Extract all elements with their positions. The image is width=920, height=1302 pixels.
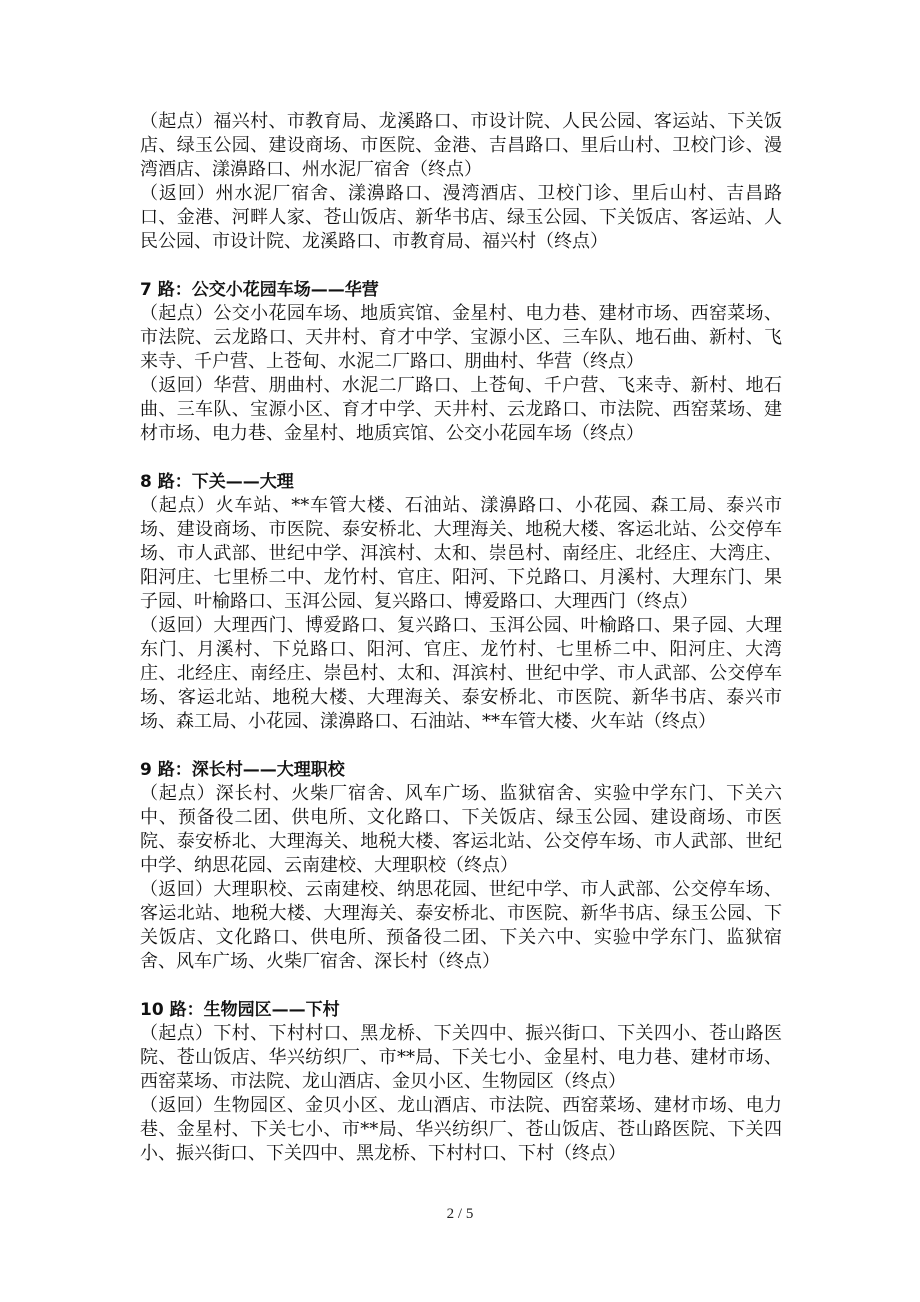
- route-return-stops: （返回）州水泥厂宿舍、漾濞路口、漫湾酒店、卫校门诊、里后山村、吉昌路口、金港、河畔人家、苍山饭店、新华书店、绿玉公园、下关饭店、客运站、人民公园、市设计院、龙溪路口、市教育局、福兴村（终点）: [140, 183, 782, 252]
- spacer: [140, 734, 782, 758]
- route-10-title: 10 路：生物园区——下村: [140, 1000, 340, 1020]
- route-7-title: 7 路：公交小花园车场——华营: [140, 280, 379, 300]
- route-7-return-stops: （返回）华营、朋曲村、水泥二厂路口、上苍甸、千户营、飞来寺、新村、地石曲、三车队、宝源小区、育才中学、天井村、云龙路口、市法院、西窑菜场、建材市场、电力巷、金星村、地质宾馆、公交小花园车场（终点）: [140, 375, 782, 444]
- spacer: [140, 446, 782, 470]
- route-8-title: 8 路：下关——大理: [140, 472, 294, 492]
- route-9-start-stops: （起点）深长村、火柴厂宿舍、风车广场、监狱宿舍、实验中学东门、下关六中、预备役二团、供电所、文化路口、下关饭店、绿玉公园、建设商场、市医院、泰安桥北、大理海关、地税大楼、客运北站、公交停车场、市人武部、世纪中学、纳思花园、云南建校、大理职校（终点）: [140, 783, 782, 876]
- route-start-stops: （起点）福兴村、市教育局、龙溪路口、市设计院、人民公园、客运站、下关饭店、绿玉公园、建设商场、市医院、金港、吉昌路口、里后山村、卫校门诊、漫湾酒店、漾濞路口、州水泥厂宿舍（终点）: [140, 111, 782, 180]
- route-8-start-stops: （起点）火车站、**车管大楼、石油站、漾濞路口、小花园、森工局、泰兴市场、建设商场、市医院、泰安桥北、大理海关、地税大楼、客运北站、公交停车场、市人武部、世纪中学、洱滨村、太和、崇邑村、南经庄、北经庄、大湾庄、阳河庄、七里桥二中、龙竹村、官庄、阳河、下兑路口、月溪村、大理东门、果子园、叶榆路口、玉洱公园、复兴路口、博爱路口、大理西门（终点）: [140, 495, 782, 612]
- route-10-start-stops: （起点）下村、下村村口、黑龙桥、下关四中、振兴街口、下关四小、苍山路医院、苍山饭店、华兴纺织厂、市**局、下关七小、金星村、电力巷、建材市场、西窑菜场、市法院、龙山酒店、金贝小区、生物园区（终点）: [140, 1023, 782, 1092]
- route-9-title: 9 路：深长村——大理职校: [140, 760, 345, 780]
- route-9-return-stops: （返回）大理职校、云南建校、纳思花园、世纪中学、市人武部、公交停车场、客运北站、地税大楼、大理海关、泰安桥北、市医院、新华书店、绿玉公园、下关饭店、文化路口、供电所、预备役二团、下关六中、实验中学东门、监狱宿舍、风车广场、火柴厂宿舍、深长村（终点）: [140, 879, 782, 972]
- page-number: 2 / 5: [446, 1206, 474, 1222]
- document-body: [140, 110, 782, 1166]
- route-8-return-stops: （返回）大理西门、博爱路口、复兴路口、玉洱公园、叶榆路口、果子园、大理东门、月溪村、下兑路口、阳河、官庄、龙竹村、七里桥二中、阳河庄、大湾庄、北经庄、南经庄、崇邑村、太和、洱滨村、世纪中学、市人武部、公交停车场、客运北站、地税大楼、大理海关、泰安桥北、市医院、新华书店、泰兴市场、森工局、小花园、漾濞路口、石油站、**车管大楼、火车站（终点）: [140, 615, 782, 732]
- route-7-start-stops: （起点）公交小花园车场、地质宾馆、金星村、电力巷、建材市场、西窑菜场、市法院、云龙路口、天井村、育才中学、宝源小区、三车队、地石曲、新村、飞来寺、千户营、上苍甸、水泥二厂路口、朋曲村、华营（终点）: [140, 303, 782, 372]
- spacer: [140, 254, 782, 278]
- route-10-return-stops: （返回）生物园区、金贝小区、龙山酒店、市法院、西窑菜场、建材市场、电力巷、金星村、下关七小、市**局、华兴纺织厂、苍山饭店、苍山路医院、下关四小、振兴街口、下关四中、黑龙桥、下村村口、下村（终点）: [140, 1095, 782, 1164]
- spacer: [140, 974, 782, 998]
